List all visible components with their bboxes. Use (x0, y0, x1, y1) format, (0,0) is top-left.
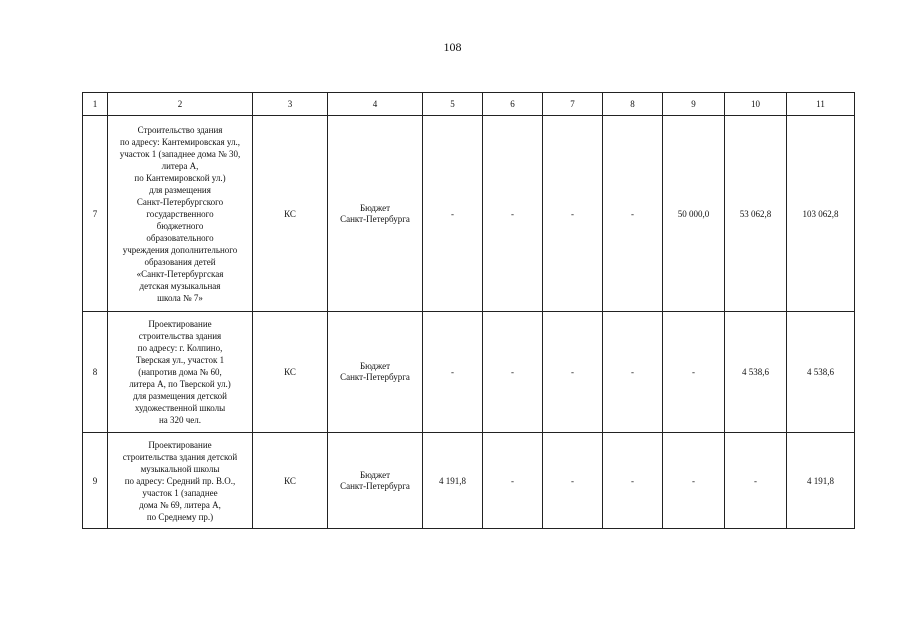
row-cell: 4 538,6 (787, 312, 855, 433)
row-cell: 4 538,6 (725, 312, 787, 433)
row-type: КС (253, 433, 328, 529)
row-cell: - (603, 433, 663, 529)
header-cell: 3 (253, 93, 328, 116)
header-cell: 4 (328, 93, 423, 116)
row-cell: - (483, 116, 543, 312)
row-cell: - (543, 116, 603, 312)
data-table (82, 92, 855, 529)
row-type: КС (253, 312, 328, 433)
row-cell: - (423, 312, 483, 433)
row-cell: - (663, 433, 725, 529)
header-cell: 5 (423, 93, 483, 116)
page-number: 108 (443, 40, 462, 54)
header-cell: 8 (603, 93, 663, 116)
table-row (83, 433, 855, 529)
row-number: 7 (83, 116, 108, 312)
row-cell: - (663, 312, 725, 433)
row-cell: - (543, 433, 603, 529)
header-cell: 6 (483, 93, 543, 116)
row-cell: - (423, 116, 483, 312)
row-cell: 4 191,8 (787, 433, 855, 529)
table-row (83, 312, 855, 433)
row-cell: - (483, 312, 543, 433)
header-cell: 7 (543, 93, 603, 116)
row-source: Бюджет Санкт-Петербурга (328, 116, 423, 312)
header-cell: 9 (663, 93, 725, 116)
header-cell: 10 (725, 93, 787, 116)
row-cell: - (543, 312, 603, 433)
row-source: Бюджет Санкт-Петербурга (328, 312, 423, 433)
row-cell: 53 062,8 (725, 116, 787, 312)
table-header-row (83, 93, 855, 116)
row-cell: - (603, 312, 663, 433)
table-row (83, 116, 855, 312)
row-source: Бюджет Санкт-Петербурга (328, 433, 423, 529)
header-cell: 11 (787, 93, 855, 116)
header-cell: 1 (83, 93, 108, 116)
row-cell: 4 191,8 (423, 433, 483, 529)
row-description: Проектирование строительства здания детской музыкальной школы по адресу: Средний пр. В.О., участок 1 (западнее дома № 69, литера А, по Среднему пр.) (108, 433, 253, 529)
row-cell: - (603, 116, 663, 312)
row-description: Строительство здания по адресу: Кантемировская ул., участок 1 (западнее дома № 30, литера А, по Кантемировской ул.) для размещения Санкт-Петербургского государственного бюджетного образовательного учреждения дополнительного образования детей «Санкт-Петербургская детская музыкальная школа № 7» (108, 116, 253, 312)
row-number: 8 (83, 312, 108, 433)
row-number: 9 (83, 433, 108, 529)
row-type: КС (253, 116, 328, 312)
row-cell: - (725, 433, 787, 529)
row-cell: - (483, 433, 543, 529)
row-cell: 50 000,0 (663, 116, 725, 312)
row-cell: 103 062,8 (787, 116, 855, 312)
header-cell: 2 (108, 93, 253, 116)
row-description: Проектирование строительства здания по адресу: г. Колпино, Тверская ул., участок 1 (напротив дома № 60, литера А, по Тверской ул.) для размещения детской художественной школы на 320 чел. (108, 312, 253, 433)
